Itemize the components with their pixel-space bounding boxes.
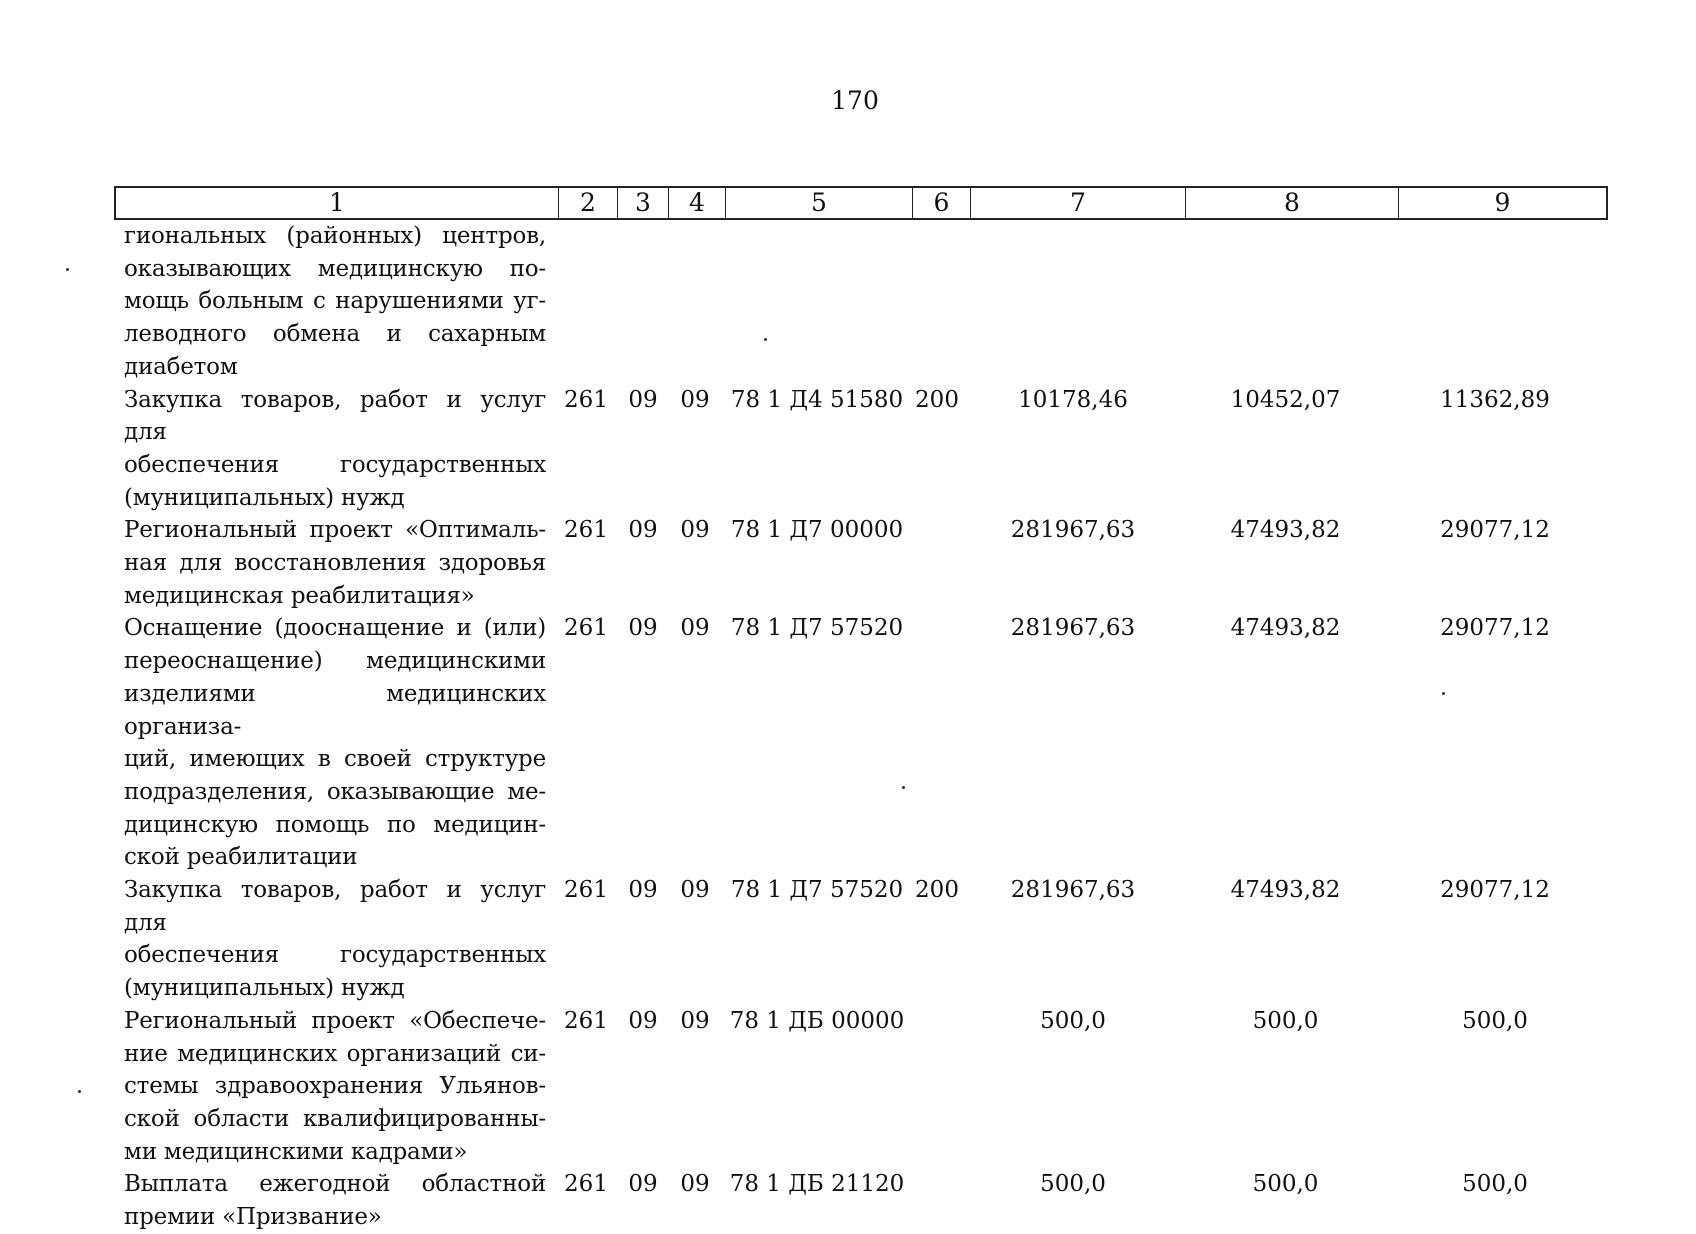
header-col-5: 5 [726,188,913,218]
description-line: обеспечения государственных [124,451,546,478]
table-row [124,612,1624,874]
description-line: ние медицинских организаций си- [124,1040,546,1067]
row-cell-col-8: 47493,82 [1230,615,1341,642]
description-line: Оснащение (дооснащение и (или) [124,615,546,642]
table-row [124,220,1624,384]
row-cell-col-2: 261 [564,615,608,642]
row-cell-col-6: 200 [915,877,959,904]
table-body [124,220,1624,1234]
header-col-9: 9 [1494,188,1511,217]
row-cell-col-8: 500,0 [1252,1171,1319,1198]
row-cell-col-7: 500,0 [1040,1007,1106,1034]
row-cell-col-5: 78 1 Д7 57520 [730,615,904,642]
table-row [124,1005,1624,1169]
description-line: стемы здравоохранения Ульянов- [124,1073,546,1100]
row-cell-col-3: 09 [628,386,658,413]
header-col-7: 7 [971,188,1186,218]
row-cell-col-9: 500,0 [1462,1007,1528,1034]
row-description [124,1168,546,1233]
row-description [124,220,546,384]
description-line: мощь больным с нарушениями уг- [124,288,546,315]
row-cell-col-5: 78 1 ДБ 21120 [729,1171,905,1198]
scan-speck [78,1090,81,1093]
description-line: ской реабилитации [124,844,358,871]
row-cell-col-8: 10452,07 [1230,386,1341,413]
description-line: диабетом [124,353,238,380]
table-header [114,186,1608,220]
description-line: ми медицинскими кадрами» [124,1138,468,1165]
description-line: изделиями медицинских организа- [124,680,546,740]
description-line: медицинская реабилитация» [124,582,475,609]
scan-speck [902,786,905,789]
row-cell-col-9: 11362,89 [1440,386,1550,413]
row-cell-col-9: 29077,12 [1440,615,1550,642]
description-line: гиональных (районных) центров, [124,223,546,249]
row-cell-col-9: 29077,12 [1440,517,1550,544]
row-cell-col-3: 09 [628,517,658,544]
row-cell-col-3: 09 [628,877,658,904]
description-line: ная для восстановления здоровья [124,550,546,577]
row-cell-col-5: 78 1 Д7 00000 [730,517,904,544]
row-cell-col-9: 29077,12 [1440,877,1550,904]
row-cell-col-7: 10178,46 [1018,386,1128,413]
header-col-8: 8 [1186,188,1399,218]
description-line: ций, имеющих в своей структуре [124,746,546,773]
header-col-2: 2 [559,188,618,218]
scan-speck [66,268,69,271]
header-col-4: 4 [669,188,726,218]
row-cell-col-4: 09 [680,517,710,544]
row-cell-col-2: 261 [564,386,608,413]
table-row [124,874,1624,1005]
row-cell-col-4: 09 [680,1171,710,1198]
header-col-1: 1 [116,188,559,218]
header-col-3: 3 [618,188,669,218]
row-cell-col-3: 09 [628,1171,658,1198]
row-cell-col-7: 281967,63 [1010,877,1136,904]
description-line: (муниципальных) нужд [124,975,405,1002]
row-cell-col-5: 78 1 Д7 57520 [730,877,904,904]
row-cell-col-4: 09 [680,1007,710,1034]
description-line: обеспечения государственных [124,942,546,969]
description-line: переоснащение) медицинскими [124,648,546,675]
row-cell-col-2: 261 [564,877,608,904]
row-description [124,612,546,874]
description-line: леводного обмена и сахарным [124,321,546,348]
row-description [124,514,546,612]
description-line: оказывающих медицинскую по- [124,255,546,282]
description-line: Выплата ежегодной областной [124,1171,546,1198]
table-row [124,1168,1624,1233]
description-line: Закупка товаров, работ и услуг для [124,386,546,446]
row-cell-col-2: 261 [564,1007,608,1034]
row-cell-col-7: 500,0 [1040,1171,1106,1198]
row-cell-col-7: 281967,63 [1010,615,1136,642]
description-line: дицинскую помощь по медицин- [124,811,546,838]
header-col-6: 6 [913,188,971,218]
row-cell-col-2: 261 [564,517,608,544]
row-cell-col-2: 261 [564,1171,608,1198]
description-line: подразделения, оказывающие ме- [124,778,546,805]
table-row [124,514,1624,612]
row-description [124,1005,546,1169]
row-cell-col-4: 09 [680,615,710,642]
description-line: Закупка товаров, работ и услуг для [124,877,546,936]
row-cell-col-4: 09 [680,386,710,413]
row-cell-col-8: 500,0 [1252,1007,1319,1034]
table-row [124,384,1624,515]
description-line: ской области квалифицированны- [124,1105,546,1132]
row-cell-col-4: 09 [680,877,710,904]
row-cell-col-3: 09 [628,615,658,642]
description-line: Региональный проект «Оптималь- [124,517,546,544]
scan-speck [1442,692,1445,695]
description-line: Региональный проект «Обеспече- [124,1007,546,1034]
row-cell-col-6: 200 [915,386,959,413]
row-cell-col-9: 500,0 [1462,1171,1528,1198]
row-cell-col-3: 09 [628,1007,658,1034]
scan-speck [764,338,767,341]
row-cell-col-5: 78 1 ДБ 00000 [729,1007,905,1034]
description-line: (муниципальных) нужд [124,484,405,511]
row-description [124,874,546,1005]
row-cell-col-7: 281967,63 [1010,517,1136,544]
row-description [124,384,546,515]
description-line: премии «Призвание» [124,1204,382,1231]
row-cell-col-8: 47493,82 [1230,877,1341,904]
row-cell-col-8: 47493,82 [1230,517,1341,544]
row-cell-col-5: 78 1 Д4 51580 [730,386,904,413]
page-number: 170 [831,86,879,115]
